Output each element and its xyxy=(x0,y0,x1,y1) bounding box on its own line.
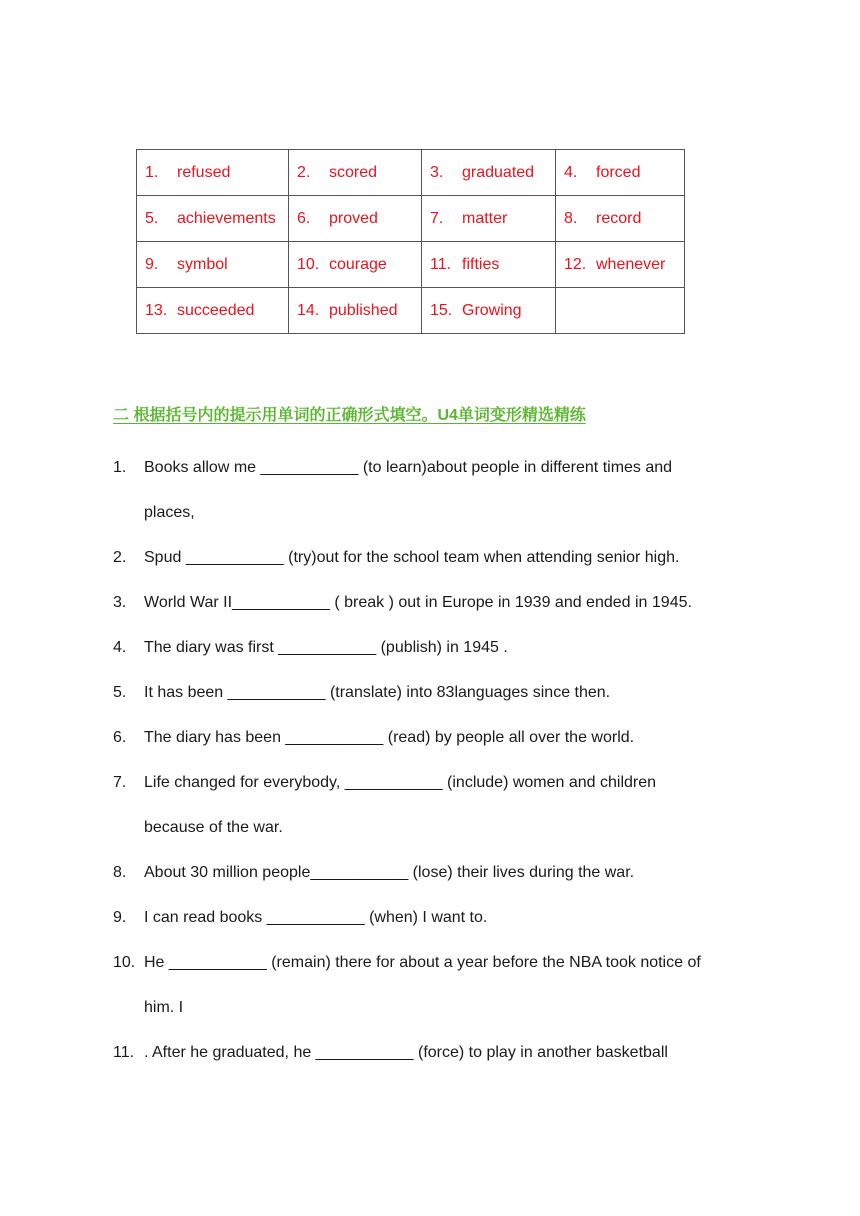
answer-cell xyxy=(556,150,685,196)
answer-number: 9. xyxy=(145,255,159,273)
answer-word: symbol xyxy=(177,255,228,273)
answer-cell xyxy=(289,288,422,334)
question-number: 7. xyxy=(113,774,127,791)
answer-number: 14. xyxy=(297,301,320,319)
answer-word: record xyxy=(596,209,642,227)
answer-word: fifties xyxy=(462,255,500,273)
question-item xyxy=(113,684,610,702)
answer-cell xyxy=(556,242,685,288)
answer-number: 11. xyxy=(430,255,452,273)
answer-word: matter xyxy=(462,209,508,227)
answer-number: 1. xyxy=(145,163,159,181)
answer-word: achievements xyxy=(177,209,276,227)
answer-cell xyxy=(137,196,289,242)
answer-word: forced xyxy=(596,163,641,181)
answer-row xyxy=(137,288,685,334)
answer-number: 10. xyxy=(297,255,320,273)
question-number: 6. xyxy=(113,729,127,746)
answer-number: 5. xyxy=(145,209,159,227)
answer-cell xyxy=(422,196,556,242)
answer-word: courage xyxy=(329,255,387,273)
answer-number: 12. xyxy=(564,255,587,273)
answer-row xyxy=(137,150,685,196)
answer-number: 2. xyxy=(297,163,311,181)
question-text: The diary has been ___________ (read) by people all over the world. xyxy=(144,729,635,746)
question-text: The diary was first ___________ (publish) in 1945 . xyxy=(144,639,508,656)
answer-cell xyxy=(289,196,422,242)
answer-cell xyxy=(556,288,685,334)
answer-word: proved xyxy=(329,209,378,227)
answer-word: graduated xyxy=(462,163,535,181)
question-text: About 30 million people___________ (lose) their lives during the war. xyxy=(144,864,635,881)
answer-cell xyxy=(289,150,422,196)
answer-key-table xyxy=(136,149,685,334)
question-item xyxy=(113,639,508,657)
section-heading: 二 根据括号内的提示用单词的正确形式填空。U4单词变形精选精练 xyxy=(113,407,586,424)
question-text: Books allow me ___________ (to learn)about people in different times and xyxy=(144,459,673,476)
question-item xyxy=(113,594,692,612)
question-continuation: because of the war. xyxy=(144,819,283,836)
answer-word: whenever xyxy=(596,255,666,273)
answer-cell xyxy=(137,242,289,288)
answer-word: Growing xyxy=(462,301,522,319)
question-text: I can read books ___________ (when) I want to. xyxy=(144,909,488,926)
question-text: Spud ___________ (try)out for the school team when attending senior high. xyxy=(144,549,680,566)
question-item xyxy=(113,954,701,972)
question-continuation: places, xyxy=(144,504,195,521)
answer-cell xyxy=(422,150,556,196)
question-number: 11. xyxy=(113,1044,135,1061)
answer-cell xyxy=(556,196,685,242)
answer-cell xyxy=(422,242,556,288)
question-item xyxy=(113,459,672,477)
answer-number: 15. xyxy=(430,301,453,319)
answer-number: 13. xyxy=(145,301,168,319)
answer-cell xyxy=(422,288,556,334)
question-continuation: him. I xyxy=(144,999,184,1016)
question-text: . After he graduated, he ___________ (force) to play in another basketball xyxy=(144,1044,668,1061)
answer-cell xyxy=(137,150,289,196)
question-number: 5. xyxy=(113,684,127,701)
answer-number: 6. xyxy=(297,209,311,227)
question-number: 2. xyxy=(113,549,127,566)
answer-cell xyxy=(289,242,422,288)
question-number: 10. xyxy=(113,954,136,971)
question-item xyxy=(113,1044,668,1062)
answer-number: 7. xyxy=(430,209,444,227)
question-text: He ___________ (remain) there for about a year before the NBA took notice of xyxy=(144,954,701,971)
question-item xyxy=(113,549,679,567)
question-number: 8. xyxy=(113,864,127,881)
question-text: Life changed for everybody, ___________ (include) women and children xyxy=(144,774,657,791)
question-number: 1. xyxy=(113,459,127,476)
answer-cell xyxy=(137,288,289,334)
question-number: 9. xyxy=(113,909,127,926)
question-number: 4. xyxy=(113,639,127,656)
question-text: World War II___________ ( break ) out in Europe in 1939 and ended in 1945. xyxy=(144,594,692,611)
answer-word: published xyxy=(329,301,398,319)
question-item xyxy=(113,729,634,747)
answer-word: scored xyxy=(329,163,378,181)
question-item xyxy=(113,909,487,927)
question-number: 3. xyxy=(113,594,127,611)
question-item xyxy=(113,774,656,792)
question-text: It has been ___________ (translate) into 83languages since then. xyxy=(144,684,611,701)
answer-row xyxy=(137,242,685,288)
answer-number: 4. xyxy=(564,163,578,181)
answer-number: 8. xyxy=(564,209,578,227)
answer-word: succeeded xyxy=(177,301,255,319)
answer-word: refused xyxy=(177,163,231,181)
question-item xyxy=(113,864,634,882)
answer-number: 3. xyxy=(430,163,444,181)
answer-row xyxy=(137,196,685,242)
